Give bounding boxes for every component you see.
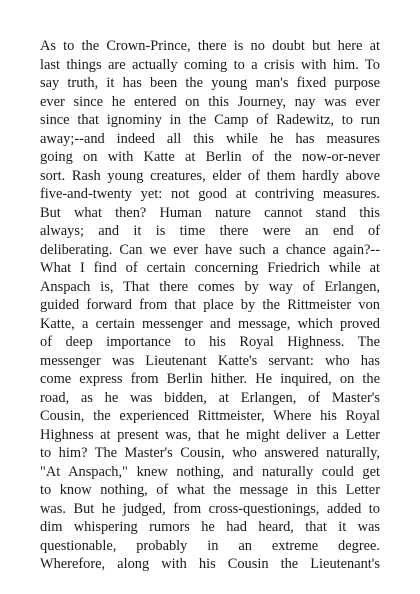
text-line: going on with Katte at Berlin of the now-or-never: [40, 149, 380, 165]
text-line: come express from Berlin hither. He inquired, on the: [40, 371, 380, 387]
text-line: deliberating. Can we ever have such a chance again?--: [40, 241, 380, 258]
text-line: guided forward from that place by the Rittmeister von: [40, 297, 380, 313]
text-line: was. But he judged, from cross-questionings, added to: [40, 500, 380, 517]
text-line: messenger was Lieutenant Katte's servant: who has: [40, 352, 380, 369]
text-line: five-and-twenty yet: not good at contriving measures.: [40, 186, 380, 202]
text-line: "At Anspach," knew nothing, and naturally could get: [40, 463, 380, 480]
text-line: away;--and indeed all this while he has measures: [40, 130, 380, 147]
text-line: since that ignominy in the Camp of Radewitz, to run: [40, 112, 380, 128]
text-line: always; and it is time there were an end of: [40, 223, 380, 239]
body-paragraph: [40, 37, 380, 574]
text-line: say truth, it has been the young man's fixed purpose: [40, 75, 380, 91]
text-line: What I find of certain concerning Friedrich while at: [40, 260, 380, 276]
text-line: last things are actually coming to a crisis with him. To: [40, 56, 380, 73]
text-line: Wherefore, along with his Cousin the Lieutenant's: [40, 556, 380, 572]
text-line: Highness at present was, that he might deliver a Letter: [40, 426, 380, 443]
text-line: But what then? Human nature cannot stand this: [40, 204, 380, 221]
text-line: dim whispering rumors he had heard, that it was: [40, 519, 380, 535]
text-line: of deep importance to his Royal Highness. The: [40, 334, 380, 350]
text-line: sort. Rash young creatures, elder of them hardly above: [40, 167, 380, 184]
text-line: questionable, probably in an extreme degree.: [40, 537, 380, 554]
text-line: to him? The Master's Cousin, who answered naturally,: [40, 445, 380, 461]
text-line: ever since he entered on this Journey, nay was ever: [40, 93, 380, 110]
text-line: Katte, a certain messenger and message, which proved: [40, 315, 380, 332]
document-page: [40, 37, 380, 574]
text-line: to know nothing, of what the message in this Letter: [40, 482, 380, 498]
text-line: Cousin, the experienced Rittmeister, Where his Royal: [40, 408, 380, 424]
text-line: road, as he was bidden, at Erlangen, of Master's: [40, 389, 380, 406]
text-line: Anspach is, That there comes by way of Erlangen,: [40, 278, 380, 295]
text-line: As to the Crown-Prince, there is no doubt but here at: [40, 38, 380, 54]
